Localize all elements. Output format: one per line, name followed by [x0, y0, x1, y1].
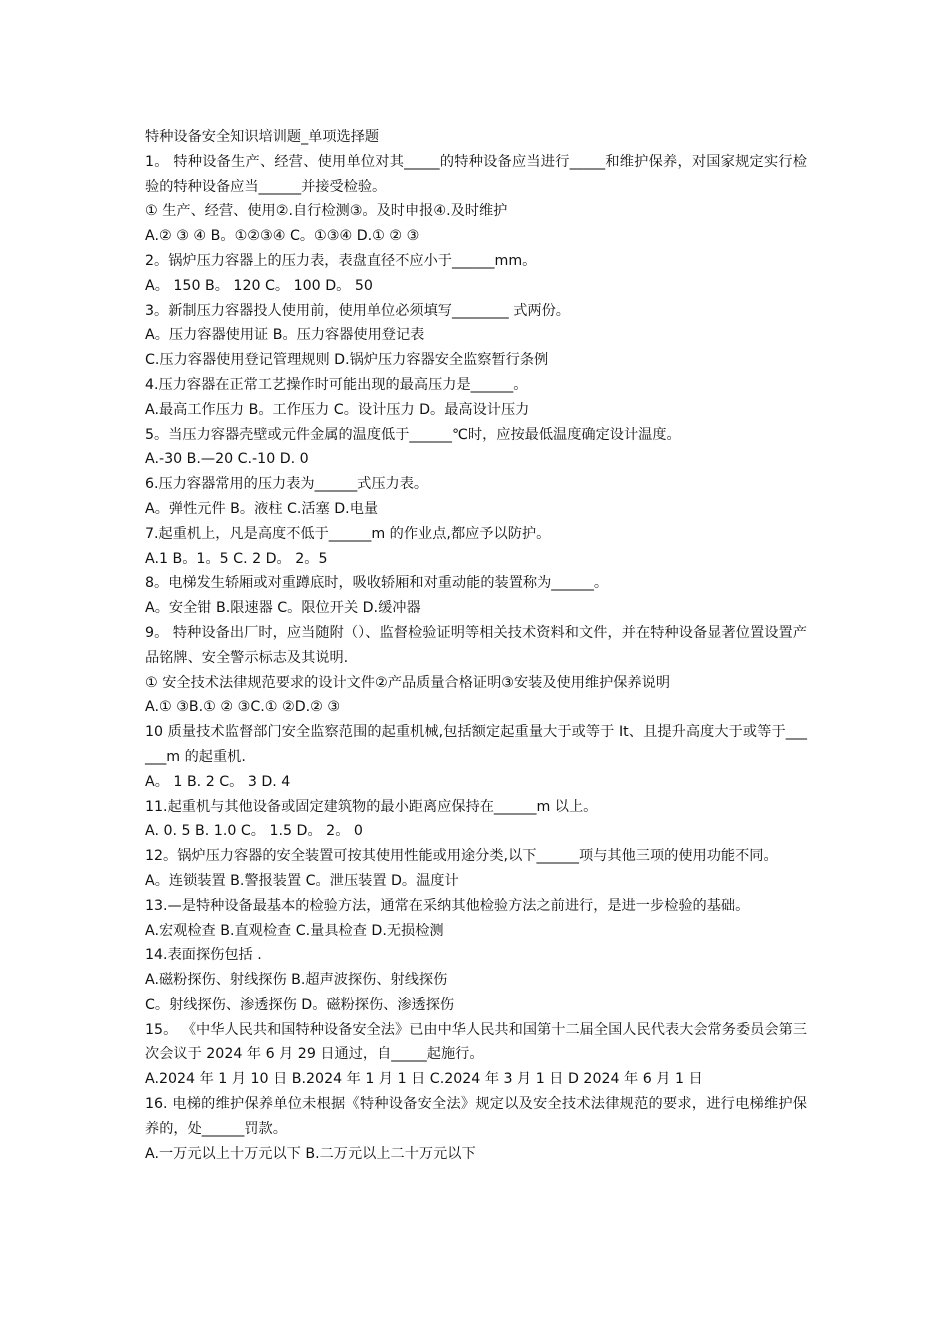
text-line: A.② ③ ④ B。①②③④ C。①③④ D.① ② ③	[145, 228, 420, 245]
text-line: A.最高工作压力 B。工作压力 C。设计压力 D。最高设计压力	[145, 401, 530, 418]
text-line: 8。电梯发生轿厢或对重蹲底时，吸收轿厢和对重动能的装置称为______。	[145, 575, 609, 592]
text-line: C.压力容器使用登记管理规则 D.锅炉压力容器安全监察暂行条例	[145, 352, 549, 369]
text-line: 11.起重机与其他设备或固定建筑物的最小距离应保持在______m 以上。	[145, 798, 598, 815]
text-line: 12。锅炉压力容器的安全装置可按其使用性能或用途分类,以下______项与其他三项的使用功能不同。	[145, 848, 778, 865]
text-line: A。连锁装置 B.警报装置 C。泄压装置 D。温度计	[145, 872, 459, 889]
document-body	[145, 125, 807, 1166]
text-line: 14.表面探伤包括 .	[145, 947, 262, 964]
text-line: 7.起重机上，凡是高度不低于______m 的作业点,都应予以防护。	[145, 525, 551, 542]
text-line: 9。 特种设备出厂时，应当随附（）、监督检验证明等相关技术资料和文件，并在特种设备显著位置设置产品铭牌、安全警示标志及其说明.	[145, 624, 807, 666]
text-line: A。安全钳 B.限速器 C。限位开关 D.缓冲器	[145, 600, 421, 617]
text-line: A.一万元以上十万元以下 B.二万元以上二十万元以下	[145, 1145, 476, 1162]
text-line: A。 1 B. 2 C。 3 D. 4	[145, 773, 291, 790]
text-line: 3。新制压力容器投人使用前，使用单位必须填写________ 式两份。	[145, 302, 570, 319]
text-line: ① 安全技术法律规范要求的设计文件②产品质量合格证明③安装及使用维护保养说明	[145, 674, 671, 691]
text-line: A.宏观检查 B.直观检查 C.量具检查 D.无损检测	[145, 922, 444, 939]
text-line: ① 生产、经营、使用②.自行检测③。及时申报④.及时维护	[145, 203, 508, 220]
text-line: 6.压力容器常用的压力表为______式压力表。	[145, 476, 429, 493]
text-line: A.磁粉探伤、射线探伤 B.超声波探伤、射线探伤	[145, 972, 448, 989]
text-line: 2。锅炉压力容器上的压力表，表盘直径不应小于______mm。	[145, 252, 537, 269]
text-line: A.-30 B.—20 C.-10 D. 0	[145, 451, 309, 468]
question-list	[145, 150, 807, 1167]
text-line: A.2024 年 1 月 10 日 B.2024 年 1 月 1 日 C.2024 年 3 月 1 日 D 2024 年 6 月 1 日	[145, 1071, 703, 1088]
text-line: 16. 电梯的维护保养单位未根据《特种设备安全法》规定以及安全技术法律规范的要求，进行电梯维护保养的，处______罚款。	[145, 1096, 807, 1137]
text-line: 5。当压力容器壳壁或元件金属的温度低于______℃时，应按最低温度确定设计温度。	[145, 426, 681, 443]
text-line: 10 质量技术监督部门安全监察范围的起重机械,包括额定起重量大于或等于 It、且提升高度大于或等于______m 的起重机.	[145, 724, 807, 765]
text-line: 1。 特种设备生产、经营、使用单位对其_____的特种设备应当进行_____和维护保养，对国家规定实行检验的特种设备应当______并接受检验。	[145, 153, 807, 195]
document-title: 特种设备安全知识培训题_单项选择题	[145, 129, 380, 145]
text-line: A。压力容器使用证 B。压力容器使用登记表	[145, 327, 425, 344]
text-line: A.1 B。1。5 C. 2 D。 2。5	[145, 550, 328, 567]
text-line: C。射线探伤、渗透探伤 D。磁粉探伤、渗透探伤	[145, 996, 455, 1013]
text-line: A. 0. 5 B. 1.0 C。 1.5 D。 2。 0	[145, 823, 363, 840]
text-line: 15。 《中华人民共和国特种设备安全法》已由中华人民共和国第十二届全国人民代表大会常务委员会第三次会议于 2024 年 6 月 29 日通过，自_____起施行。	[145, 1021, 807, 1063]
text-line: 13.—是特种设备最基本的检验方法，通常在采纳其他检验方法之前进行，是进一步检验的基础。	[145, 897, 750, 914]
text-line: A。 150 B。 120 C。 100 D。 50	[145, 277, 373, 294]
text-line: A。弹性元件 B。液柱 C.活塞 D.电量	[145, 500, 379, 517]
text-line: 4.压力容器在正常工艺操作时可能出现的最高压力是______。	[145, 376, 528, 393]
text-line: A.① ③B.① ② ③C.① ②D.② ③	[145, 699, 341, 716]
